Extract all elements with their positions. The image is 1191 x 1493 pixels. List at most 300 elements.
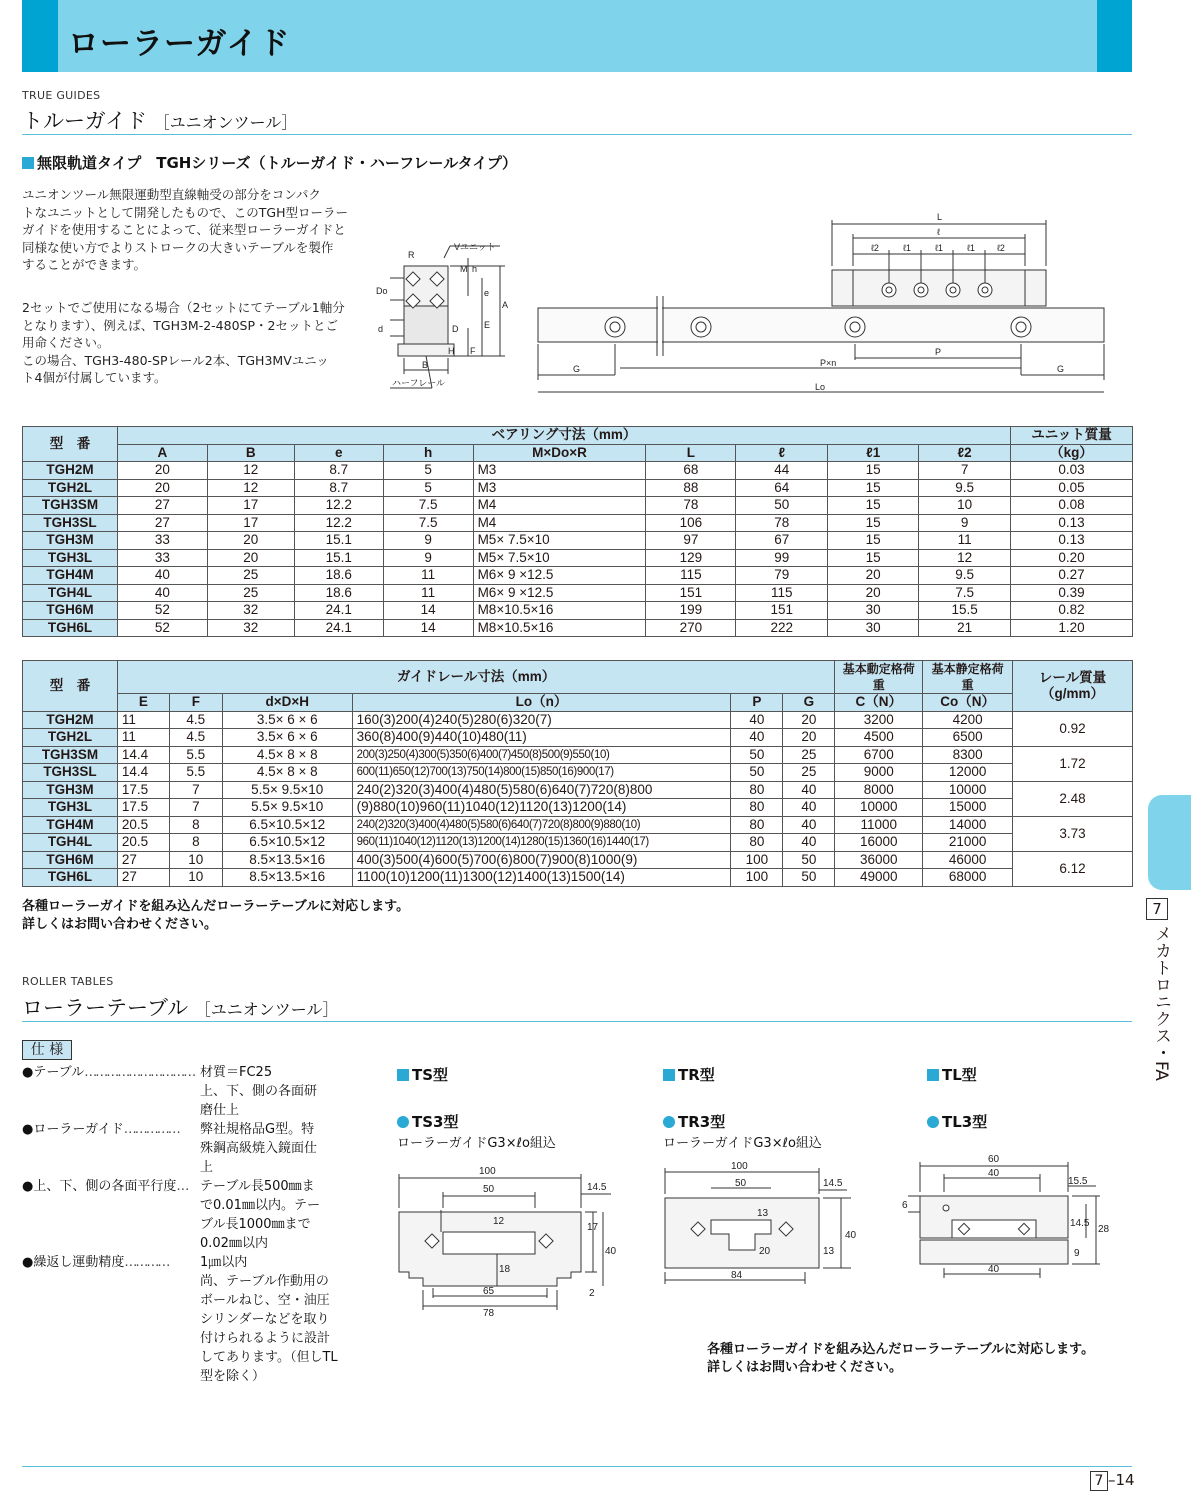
table-cell: M6× 9 ×12.5: [473, 584, 646, 602]
table-cell: 20: [783, 729, 835, 747]
spec-value-line: 磨仕上: [200, 1103, 240, 1118]
dim-label: 6: [902, 1200, 908, 1211]
table-cell: 78: [646, 497, 736, 515]
table-row: [23, 462, 1133, 480]
type-tr-model: [663, 1111, 725, 1132]
model-cell: TGH4M: [23, 567, 118, 585]
dim-label: 2: [589, 1288, 595, 1299]
dim-label: 14.5: [587, 1182, 607, 1193]
spec-value-line: 上: [200, 1160, 214, 1175]
table-cell: 21: [919, 619, 1011, 637]
table-cell: 0.20: [1011, 549, 1133, 567]
spec-value-line: 型を除く）: [200, 1369, 266, 1384]
model-cell: TGH3SL: [23, 514, 118, 532]
table-row: [23, 567, 1133, 585]
table-cell: 24.1: [294, 619, 383, 637]
rail-diagram: [535, 210, 1115, 400]
spec-value-line: 1㎛以内: [200, 1255, 248, 1270]
table-cell: 12: [207, 462, 294, 480]
table-cell: 20: [828, 567, 919, 585]
table-cell: 21000: [923, 834, 1013, 852]
table-cell: 52: [117, 602, 207, 620]
table-cell: 1.20: [1011, 619, 1133, 637]
table-cell: 4.5× 8 × 8: [222, 764, 352, 782]
table-cell: 25: [207, 584, 294, 602]
type-ts-caption: ローラーガイドG3×ℓo組込: [397, 1136, 556, 1151]
type-model-text: TS3型: [412, 1113, 459, 1131]
para2-line: 用命ください。: [22, 335, 110, 350]
spec-item: [22, 1177, 362, 1253]
header-accent-left: [22, 0, 58, 72]
table-cell: 199: [646, 602, 736, 620]
section1-en: TRUE GUIDES: [22, 89, 101, 102]
table-cell: 4200: [923, 711, 1013, 729]
table-cell: 8000: [835, 781, 923, 799]
dim-label: ℓ2: [997, 243, 1005, 253]
table-cell: 78: [736, 514, 828, 532]
spec-label: ●テーブル: [22, 1065, 85, 1080]
para1-line: 同様な使い方でよりストロークの大きいテーブルを製作: [22, 239, 334, 255]
table-cell: 7: [169, 781, 222, 799]
table-cell: M6× 9 ×12.5: [473, 567, 646, 585]
para1-line: することができます。: [22, 257, 147, 272]
para1-line: ユニオンツール無限運動型直線軸受の部分をコンパク: [22, 187, 321, 202]
square-bullet-icon: [927, 1069, 939, 1081]
type-title-text: TR型: [678, 1066, 715, 1084]
dim-label: 100: [479, 1166, 496, 1177]
type-tr-caption: ローラーガイドG3×ℓo組込: [663, 1136, 822, 1151]
table-cell: 25: [783, 764, 835, 782]
rail-table: [22, 660, 1133, 887]
table-cell: 6.5×10.5×12: [222, 816, 352, 834]
table-cell: 15: [828, 514, 919, 532]
table-cell: 10: [919, 497, 1011, 515]
dim-label: 50: [735, 1178, 747, 1189]
dim-label: R: [408, 250, 415, 260]
table-cell: 14.4: [117, 746, 169, 764]
page-chapter-box: 7: [1090, 1471, 1108, 1491]
spec-value-line: ボールねじ、空・油圧: [200, 1293, 330, 1308]
table-cell: 9.5: [919, 567, 1011, 585]
table-cell: 8.5×13.5×16: [222, 869, 352, 887]
table-cell: 4.5× 8 × 8: [222, 746, 352, 764]
table-cell: 40: [783, 799, 835, 817]
table-cell: M3: [473, 479, 646, 497]
table-cell: 5.5× 9.5×10: [222, 799, 352, 817]
table-cell: M5× 7.5×10: [473, 532, 646, 550]
table-cell: 40: [731, 729, 783, 747]
dim-label: 9: [1074, 1248, 1080, 1259]
table-cell: 30: [828, 602, 919, 620]
table-cell: 5.5× 9.5×10: [222, 781, 352, 799]
table-cell: 6.5×10.5×12: [222, 834, 352, 852]
table-cell: 25: [783, 746, 835, 764]
table-cell: 11: [383, 567, 473, 585]
tl3-drawing: [900, 1150, 1110, 1285]
table-cell: 11000: [835, 816, 923, 834]
table-row: [23, 584, 1133, 602]
table-cell: 240(2)320(3)400(4)480(5)580(6)640(7)720(8)800(9)880(10): [352, 816, 731, 834]
col-head: ℓ: [736, 444, 828, 462]
table-cell: 20: [207, 549, 294, 567]
table-cell: 15.1: [294, 532, 383, 550]
dim-label: 17: [587, 1222, 599, 1233]
table-cell: 11: [919, 532, 1011, 550]
spec-leader: ……………: [123, 1122, 179, 1137]
table-cell: 46000: [923, 851, 1013, 869]
section2-en: ROLLER TABLES: [22, 975, 114, 988]
model-cell: TGH4L: [23, 584, 118, 602]
table-cell: 6700: [835, 746, 923, 764]
table-row: [23, 619, 1133, 637]
model-cell: TGH3M: [23, 532, 118, 550]
note1: [22, 898, 409, 934]
dim-label: 65: [483, 1286, 495, 1297]
table-cell: 115: [646, 567, 736, 585]
section1-rule: [22, 134, 1132, 135]
table-cell: 17: [207, 514, 294, 532]
table-cell: 24.1: [294, 602, 383, 620]
table-cell: 9: [383, 532, 473, 550]
col-mass-unit: （kg）: [1011, 444, 1133, 462]
rail-mass-cell: 2.48: [1013, 781, 1133, 816]
table-cell: 151: [646, 584, 736, 602]
table-cell: 0.05: [1011, 479, 1133, 497]
table-cell: 20: [117, 479, 207, 497]
dim-label: Do: [376, 286, 388, 296]
dim-label: 14.5: [823, 1178, 843, 1189]
table-cell: 15: [828, 479, 919, 497]
table-cell: 18.6: [294, 584, 383, 602]
para1-line: トなユニットとして開発したもので、このTGH型ローラー: [22, 204, 348, 220]
table-cell: 88: [646, 479, 736, 497]
table-cell: 12: [207, 479, 294, 497]
table-cell: 7.5: [383, 514, 473, 532]
table-cell: 0.13: [1011, 514, 1133, 532]
col-group: ガイドレール寸法（mm）: [117, 661, 834, 694]
para2-line: ト4個が付属しています。: [22, 370, 167, 385]
table-cell: 3.5× 6 × 6: [222, 729, 352, 747]
table-cell: 10: [169, 851, 222, 869]
table-cell: 36000: [835, 851, 923, 869]
section2-maker: ［ユニオンツール］: [194, 1000, 339, 1019]
table-cell: 20.5: [117, 834, 169, 852]
table-cell: 16000: [835, 834, 923, 852]
table-cell: 80: [731, 816, 783, 834]
footer-rule: [22, 1466, 1132, 1467]
page-title: ローラーガイド: [68, 26, 291, 62]
table-cell: 160(3)200(4)240(5)280(6)320(7): [352, 711, 731, 729]
table-row: [23, 549, 1133, 567]
table-cell: 960(11)1040(12)1120(13)1200(14)1280(15)1360(16)1440(17): [352, 834, 731, 852]
dim-label: 12: [493, 1216, 505, 1227]
table-cell: 4500: [835, 729, 923, 747]
dim-label: G: [573, 364, 581, 374]
table-cell: 49000: [835, 869, 923, 887]
dim-label: ℓ: [937, 227, 940, 237]
para2-line: となります）、例えば、TGH3M-2-480SP・2セットとご: [22, 317, 338, 333]
dim-label: F: [470, 346, 476, 356]
col-head: L: [646, 444, 736, 462]
table-row: [23, 514, 1133, 532]
table-cell: 10000: [923, 781, 1013, 799]
table-cell: 7.5: [919, 584, 1011, 602]
dim-label: 13: [757, 1208, 769, 1219]
table-cell: 27: [117, 851, 169, 869]
spec-value-line: 上、下、側の各面研: [200, 1084, 318, 1099]
table-cell: 5.5: [169, 764, 222, 782]
table-row: [23, 532, 1133, 550]
col-head: h: [383, 444, 473, 462]
table-cell: 14000: [923, 816, 1013, 834]
dim-label: ℓ2: [871, 243, 879, 253]
table-cell: 12000: [923, 764, 1013, 782]
table-cell: 8.5×13.5×16: [222, 851, 352, 869]
table-cell: 9: [919, 514, 1011, 532]
table-row: [23, 479, 1133, 497]
col-head: ℓ2: [919, 444, 1011, 462]
section2-rule: [22, 1021, 1132, 1022]
model-cell: TGH3M: [23, 781, 118, 799]
table-cell: 8: [169, 834, 222, 852]
table-row: [23, 602, 1133, 620]
dim-label: M: [460, 264, 468, 274]
dim-label: 20: [759, 1246, 771, 1257]
dim-label: D: [452, 324, 459, 334]
table-cell: 400(3)500(4)600(5)700(6)800(7)900(8)1000(9): [352, 851, 731, 869]
col-head: Co（N）: [923, 694, 1013, 712]
subtitle-text: 無限軌道タイプ TGHシリーズ（トルーガイド・ハーフレールタイプ）: [37, 154, 518, 172]
table-cell: 15: [828, 497, 919, 515]
table-cell: 32: [207, 619, 294, 637]
dim-label: L: [937, 212, 943, 222]
table-row: [23, 746, 1133, 764]
table-cell: 12.2: [294, 497, 383, 515]
spec-value-line: 弊社規格品G型。特: [200, 1122, 315, 1137]
spec-leader: …………………………: [84, 1065, 195, 1080]
table-cell: 40: [117, 567, 207, 585]
spec-value-line: 尚、テーブル作動用の: [200, 1274, 329, 1289]
rail-mass-cell: 3.73: [1013, 816, 1133, 851]
spec-value-line: テーブル長500㎜ま: [200, 1179, 315, 1194]
table-cell: 80: [731, 781, 783, 799]
rail-mass-cell: 0.92: [1013, 711, 1133, 746]
chapter-label: メカトロニクス・FA: [1151, 925, 1171, 1081]
table-cell: 151: [736, 602, 828, 620]
model-cell: TGH3SM: [23, 497, 118, 515]
type-ts-model: [397, 1111, 458, 1132]
table-cell: 10000: [835, 799, 923, 817]
table-row: [23, 711, 1133, 729]
table-cell: 5: [383, 479, 473, 497]
table-cell: 100: [731, 851, 783, 869]
circle-bullet-icon: [663, 1116, 675, 1128]
dim-label: P: [935, 347, 942, 357]
col-head: E: [117, 694, 169, 712]
spec-item: [22, 1120, 362, 1177]
table-cell: 0.03: [1011, 462, 1133, 480]
table-cell: 30: [828, 619, 919, 637]
table-cell: 4.5: [169, 711, 222, 729]
table-cell: 0.27: [1011, 567, 1133, 585]
spec-value-line: してあります。（但しTL: [200, 1350, 338, 1365]
table-cell: 15: [828, 462, 919, 480]
square-bullet-icon: [22, 157, 34, 169]
spec-value-line: 殊鋼高級焼入鏡面仕: [200, 1141, 318, 1156]
table-cell: 15000: [923, 799, 1013, 817]
type-model-text: TR3型: [678, 1113, 726, 1131]
model-cell: TGH6M: [23, 602, 118, 620]
table-cell: 44: [736, 462, 828, 480]
ts3-drawing: [385, 1160, 635, 1320]
table-cell: 79: [736, 567, 828, 585]
table-cell: (9)880(10)960(11)1040(12)1120(13)1200(14): [352, 799, 731, 817]
col-model: 型 番: [23, 427, 118, 462]
table-cell: 7.5: [383, 497, 473, 515]
para2-line: この場合、TGH3-480-SPレール2本、TGH3MVユニッ: [22, 352, 329, 368]
table-row: [23, 764, 1133, 782]
dim-label: d: [378, 324, 384, 334]
table-cell: 80: [731, 799, 783, 817]
table-cell: 8300: [923, 746, 1013, 764]
para2-line: 2セットでご使用になる場合（2セットにてテーブル1軸分: [22, 300, 345, 315]
section1-maker: ［ユニオンツール］: [153, 113, 298, 132]
table-cell: 5.5: [169, 746, 222, 764]
dim-label: E: [484, 320, 491, 330]
col-model: 型 番: [23, 661, 118, 712]
dim-label: 15.5: [1068, 1176, 1088, 1187]
spec-label: ●上、下、側の各面平行度: [22, 1179, 177, 1194]
table-cell: M3: [473, 462, 646, 480]
table-cell: 32: [207, 602, 294, 620]
table-cell: M5× 7.5×10: [473, 549, 646, 567]
table-cell: 20.5: [117, 816, 169, 834]
type-title-text: TL型: [942, 1066, 977, 1084]
table-cell: 9000: [835, 764, 923, 782]
table-cell: 27: [117, 497, 207, 515]
table-row: [23, 729, 1133, 747]
table-cell: 20: [117, 462, 207, 480]
model-cell: TGH3SM: [23, 746, 118, 764]
col-head: B: [207, 444, 294, 462]
section1-jp: トルーガイド: [22, 109, 147, 133]
dim-label: 100: [731, 1161, 748, 1172]
col-head: Lo（n）: [352, 694, 731, 712]
table-cell: 68000: [923, 869, 1013, 887]
model-cell: TGH3L: [23, 549, 118, 567]
type-ts-title: [397, 1064, 448, 1085]
table-cell: 33: [117, 532, 207, 550]
table-cell: 0.08: [1011, 497, 1133, 515]
mass-unit: （g/mm）: [1041, 685, 1105, 701]
table-cell: 18.6: [294, 567, 383, 585]
table-cell: 50: [783, 851, 835, 869]
table-cell: 17: [207, 497, 294, 515]
dim-label: Lo: [815, 382, 826, 392]
square-bullet-icon: [663, 1069, 675, 1081]
col-mass: ユニット質量: [1011, 427, 1133, 445]
spec-label: ●ローラーガイド: [22, 1122, 124, 1137]
col-mass: [1013, 661, 1133, 712]
spec-value-line: 材質＝FC25: [200, 1065, 273, 1080]
table-cell: 67: [736, 532, 828, 550]
table-cell: 20: [828, 584, 919, 602]
table-cell: 25: [207, 567, 294, 585]
type-tl-model: [927, 1111, 987, 1132]
table-cell: 14: [383, 602, 473, 620]
spec-value-line: 付けられるように設計: [200, 1331, 331, 1346]
table-row: [23, 869, 1133, 887]
spec-label: ●繰返し運動精度: [22, 1255, 125, 1270]
table-row: [23, 834, 1133, 852]
table-cell: 64: [736, 479, 828, 497]
rail-mass-cell: 6.12: [1013, 851, 1133, 886]
dim-label: H: [448, 346, 455, 356]
col-head: C（N）: [835, 694, 923, 712]
section1-subtitle: [22, 152, 517, 173]
table-cell: 6500: [923, 729, 1013, 747]
section1-para2: [22, 299, 362, 387]
col-head: d×D×H: [222, 694, 352, 712]
section2-title: [22, 992, 338, 1022]
table-cell: 7: [919, 462, 1011, 480]
section1-title: [22, 105, 297, 135]
table-cell: 15.1: [294, 549, 383, 567]
table-row: [23, 781, 1133, 799]
table-cell: 600(11)650(12)700(13)750(14)800(15)850(16)900(17): [352, 764, 731, 782]
dim-label: Vユニット: [454, 242, 496, 252]
spec-value-line: シリンダーなどを取り: [200, 1312, 330, 1327]
bearing-table-body: [23, 462, 1133, 637]
dim-label: ℓ1: [935, 243, 943, 253]
circle-bullet-icon: [927, 1116, 939, 1128]
type-tl-title: [927, 1064, 977, 1085]
dim-label: e: [484, 288, 490, 298]
note-line: 各種ローラーガイドを組み込んだローラーテーブルに対応します。: [707, 1342, 1095, 1357]
note-line: 各種ローラーガイドを組み込んだローラーテーブルに対応します。: [22, 899, 410, 914]
table-cell: 11: [117, 711, 169, 729]
dim-label: P×n: [820, 358, 837, 368]
rail-mass-cell: 1.72: [1013, 746, 1133, 781]
table-cell: 1100(10)1200(11)1300(12)1400(13)1500(14): [352, 869, 731, 887]
table-cell: 360(8)400(9)440(10)480(11): [352, 729, 731, 747]
dim-label: 40: [988, 1264, 1000, 1275]
table-cell: 12.2: [294, 514, 383, 532]
table-cell: 200(3)250(4)300(5)350(6)400(7)450(8)500(9)550(10): [352, 746, 731, 764]
table-cell: 50: [783, 869, 835, 887]
table-cell: 40: [117, 584, 207, 602]
table-row: [23, 816, 1133, 834]
table-cell: 80: [731, 834, 783, 852]
table-row: [23, 851, 1133, 869]
table-cell: 33: [117, 549, 207, 567]
col-group: ベアリング寸法（mm）: [117, 427, 1010, 445]
col-head: P: [731, 694, 783, 712]
table-cell: 15: [828, 532, 919, 550]
spec-heading: 仕 様: [22, 1040, 72, 1060]
table-cell: 40: [783, 834, 835, 852]
type-title-text: TS型: [412, 1066, 449, 1084]
table-cell: 5: [383, 462, 473, 480]
table-row: [23, 799, 1133, 817]
dim-label: 84: [731, 1270, 743, 1281]
table-cell: 17.5: [117, 799, 169, 817]
dim-label: ℓ1: [967, 243, 975, 253]
rail-table-body: [23, 711, 1133, 886]
model-cell: TGH6L: [23, 619, 118, 637]
model-cell: TGH4M: [23, 816, 118, 834]
dim-label: ハーフレール: [392, 378, 446, 388]
